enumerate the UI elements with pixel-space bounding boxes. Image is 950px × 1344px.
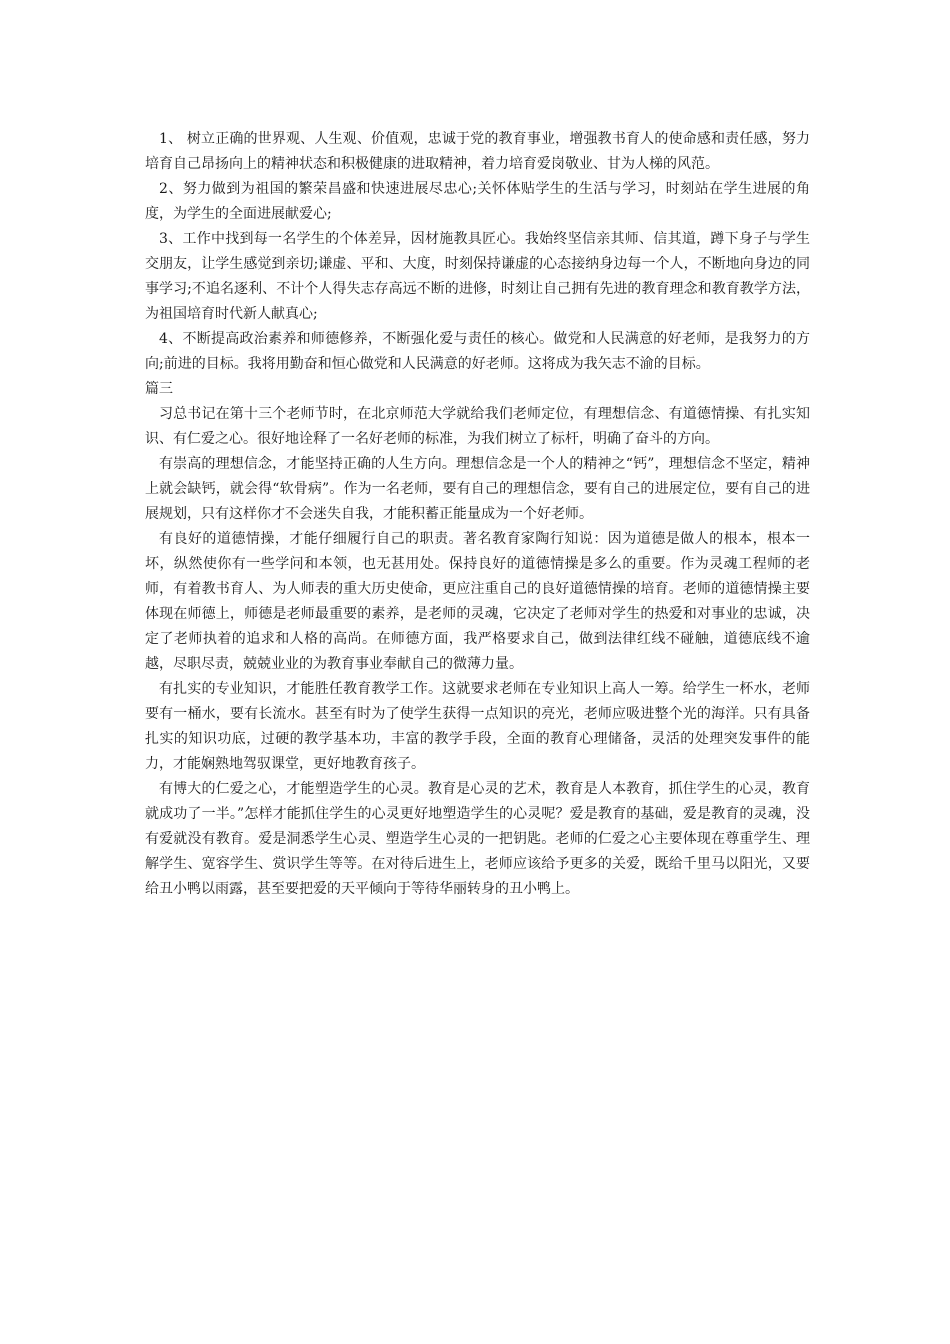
- paragraph-5: 有博大的仁爱之心，才能塑造学生的心灵。教育是心灵的艺术，教育是人本教育，抓住学生的心灵，教育就成功了一半。”怎样才能抓住学生的心灵更好地塑造学生的心灵呢？爱是教育的基础，爱是教育的灵魂，没有爱就没有教育。爱是洞悉学生心灵、塑造学生心灵的一把钥匙。老师的仁爱之心主要体现在尊重学生、理解学生、宽容学生、赏识学生等等。在对待后进生上，老师应该给予更多的关爱，既给千里马以阳光，又要给丑小鸭以雨露，甚至要把爱的天平倾向于等待华丽转身的丑小鸭上。: [145, 781, 810, 897]
- list-item-4: 4、不断提高政治素养和师德修养，不断强化爱与责任的核心。做党和人民满意的好老师，是我努力的方向;前进的目标。我将用勤奋和恒心做党和人民满意的好老师。这将成为我矢志不渝的目标。: [145, 331, 810, 372]
- paragraph-1: 习总书记在第十三个老师节时，在北京师范大学就给我们老师定位，有理想信念、有道德情操、有扎实知识、有仁爱之心。很好地诠释了一名好老师的标准，为我们树立了标杆，明确了奋斗的方向。: [145, 406, 810, 447]
- section-heading: 篇三: [145, 381, 173, 397]
- list-item-2: 2、努力做到为祖国的繁荣昌盛和快速进展尽忠心;关怀体贴学生的生活与学习，时刻站在学生进展的角度，为学生的全面进展献爱心;: [145, 181, 810, 222]
- paragraph-3: 有良好的道德情操，才能仔细履行自己的职责。著名教育家陶行知说：因为道德是做人的根本，根本一坏，纵然使你有一些学问和本领，也无甚用处。保持良好的道德情操是多么的重要。作为灵魂工程师的老师，有着教书育人、为人师表的重大历史使命，更应注重自己的良好道德情操的培育。老师的道德情操主要体现在师德上，师德是老师最重要的素养，是老师的灵魂，它决定了老师对学生的热爱和对事业的忠诚，决定了老师执着的追求和人格的高尚。在师德方面，我严格要求自己，做到法律红线不碰触，道德底线不逾越，尽职尽责，兢兢业业的为教育事业奉献自己的微薄力量。: [145, 531, 810, 672]
- paragraph-2: 有崇高的理想信念，才能坚持正确的人生方向。理想信念是一个人的精神之“钙”，理想信念不坚定，精神上就会缺钙，就会得“软骨病”。作为一名老师，要有自己的理想信念，要有自己的进展定位，要有自己的进展规划，只有这样你才不会迷失自我，才能积蓄正能量成为一个好老师。: [145, 456, 810, 522]
- paragraph-4: 有扎实的专业知识，才能胜任教育教学工作。这就要求老师在专业知识上高人一筹。给学生一杯水，老师要有一桶水，要有长流水。甚至有时为了使学生获得一点知识的亮光，老师应吸进整个光的海洋。只有具备扎实的知识功底，过硬的教学基本功，丰富的教学手段，全面的教育心理储备，灵活的处理突发事件的能力，才能娴熟地驾驭课堂，更好地教育孩子。: [145, 681, 810, 772]
- list-item-3: 3、工作中找到每一名学生的个体差异，因材施教具匠心。我始终坚信亲其师、信其道，蹲下身子与学生交朋友，让学生感觉到亲切;谦虚、平和、大度，时刻保持谦虚的心态接纳身边每一个人，不断地向身边的同事学习;不追名逐利、不计个人得失志存高远不断的进修，时刻让自己拥有先进的教育理念和教育教学方法，为祖国培育时代新人献真心;: [145, 231, 810, 322]
- list-item-1: 1、 树立正确的世界观、人生观、价值观，忠诚于党的教育事业，增强教书育人的使命感和责任感，努力培育自己昂扬向上的精神状态和积极健康的进取精神，着力培育爱岗敬业、甘为人梯的风范。: [145, 131, 810, 172]
- document-page: [145, 127, 810, 902]
